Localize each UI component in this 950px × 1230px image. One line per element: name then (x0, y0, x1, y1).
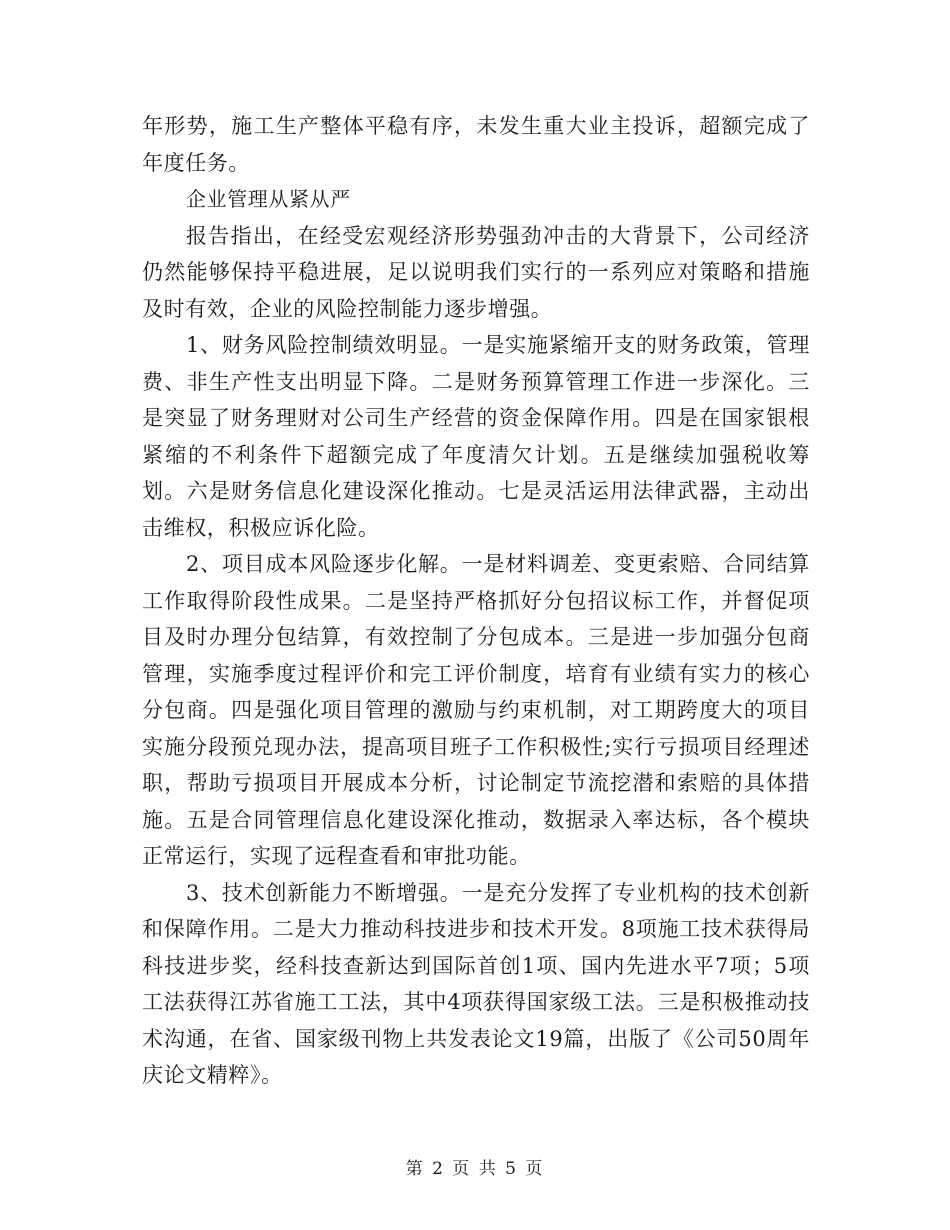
intro-paragraph: 年形势，施工生产整体平稳有序，未发生重大业主投诉，超额完成了年度任务。 (142, 114, 810, 175)
paragraph-financial-risk: 1、财务风险控制绩效明显。一是实施紧缩开支的财务政策，管理费、非生产性支出明显下降。二是财务预算管理工作进一步深化。三是突显了财务理财对公司生产经营的资金保障作用。四是在国家银根紧缩的不利条件下超额完成了年度清欠计划。五是继续加强税收筹划。六是财务信息化建设深化推动。七是灵活运用法律武器，主动出击维权，积极应诉化险。 (142, 333, 810, 540)
paragraph-project-cost: 2、项目成本风险逐步化解。一是材料调差、变更索赔、合同结算工作取得阶段性成果。二是坚持严格抓好分包招议标工作，并督促项目及时办理分包结算，有效控制了分包成本。三是进一步加强分包商管理，实施季度过程评价和完工评价制度，培育有业绩有实力的核心分包商。四是强化项目管理的激励与约束机制，对工期跨度大的项目实施分段预兑现办法，提高项目班子工作积极性;实行亏损项目经理述职，帮助亏损项目开展成本分析，讨论制定节流挖潜和索赔的具体措施。五是合同管理信息化建设深化推动，数据录入率达标，各个模块正常运行，实现了远程查看和审批功能。 (142, 552, 810, 868)
page-number-footer: 第 2 页 共 5 页 (405, 1159, 545, 1179)
section-heading: 企业管理从紧从严 (186, 187, 351, 211)
paragraph-tech-innovation: 3、技术创新能力不断增强。一是充分发挥了专业机构的技术创新和保障作用。二是大力推动科技进步和技术开发。8项施工技术获得局科技进步奖，经科技查新达到国际首创1项、国内先进水平7项；5项工法获得江苏省施工工法，其中4项获得国家级工法。三是积极推动技术沟通，在省、国家级刊物上共发表论文19篇，出版了《公司50周年庆论文精粹》。 (142, 880, 810, 1087)
paragraph-summary: 报告指出，在经受宏观经济形势强劲冲击的大背景下，公司经济仍然能够保持平稳进展，足以说明我们实行的一系列应对策略和措施及时有效，企业的风险控制能力逐步增强。 (142, 223, 810, 321)
document-body (142, 108, 810, 1094)
